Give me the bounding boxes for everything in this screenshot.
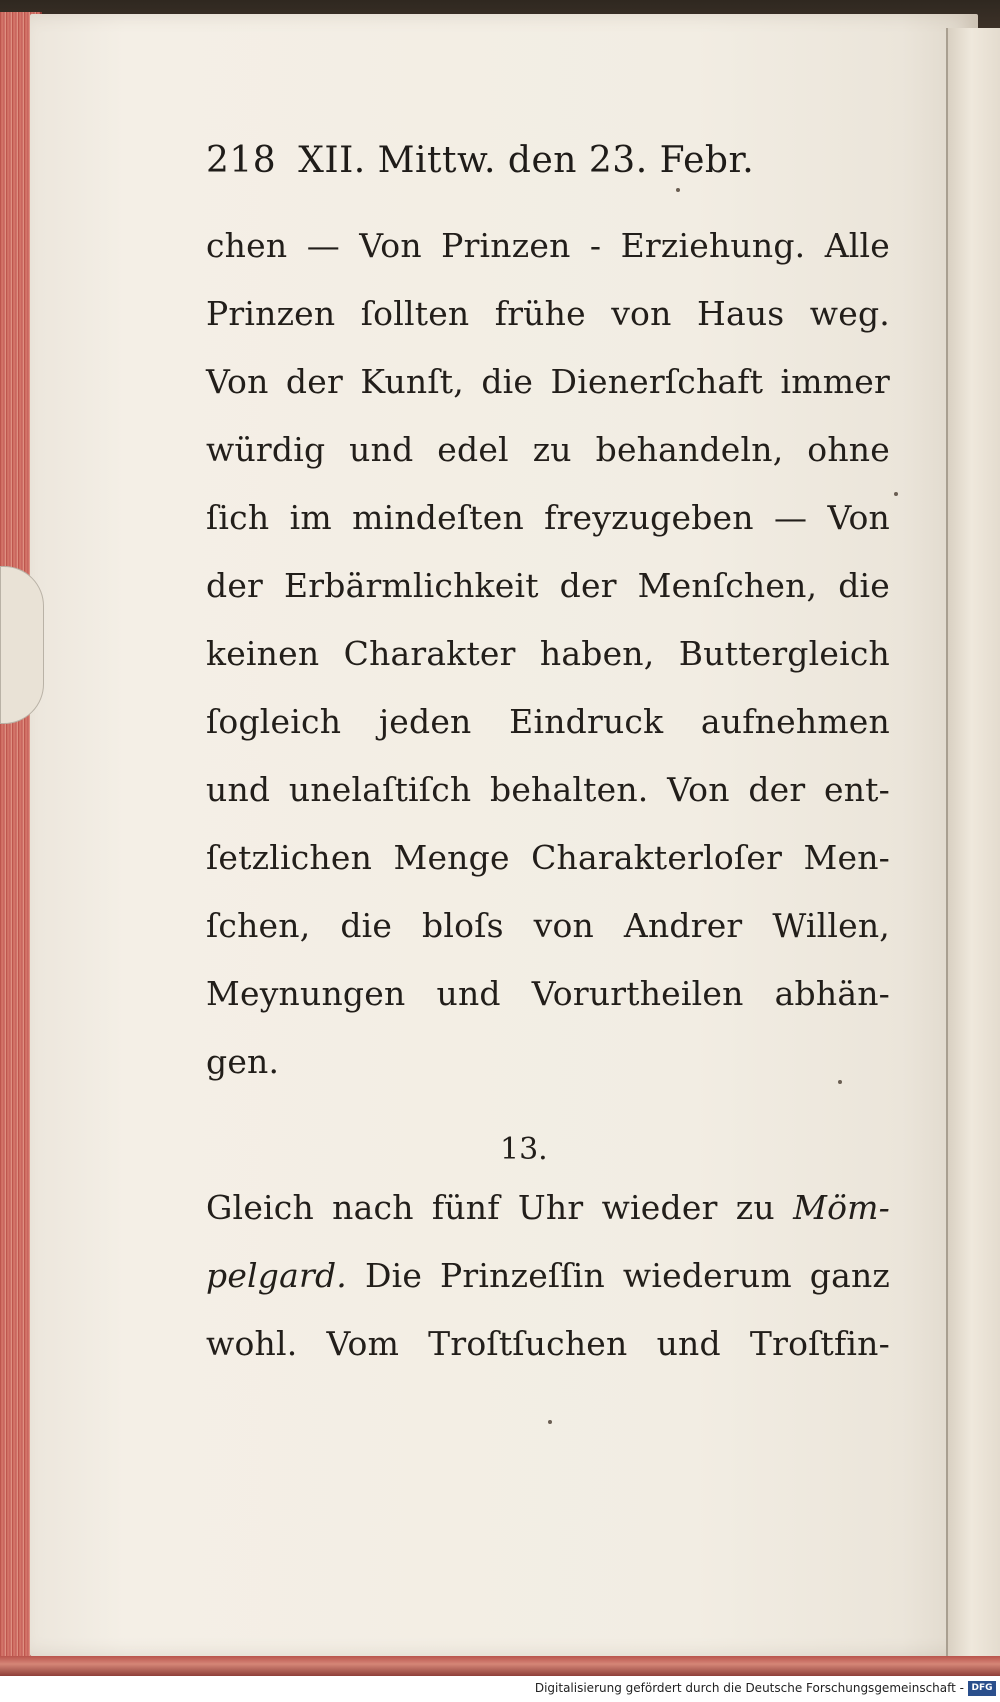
ink-speck <box>894 492 898 496</box>
text-line: Prinzen ſollten frühe von Haus weg. <box>206 294 890 333</box>
text-line: und unelaſtiſch behalten. Von der ent- <box>206 770 890 809</box>
text-line: chen — Von Prinzen - Erziehung. Alle <box>206 226 890 265</box>
text-line: wohl. Vom Troſtſuchen und Troſtfin- <box>206 1324 890 1363</box>
section-number: 13. <box>500 1132 548 1167</box>
page-number: 218 <box>206 140 277 181</box>
text-line: keinen Charakter haben, Buttergleich <box>206 634 890 673</box>
text-line <box>206 1256 890 1295</box>
text-line: würdig und edel zu behandeln, ohne <box>206 430 890 469</box>
text-line: Von der Kunſt, die Dienerſchaft immer <box>206 362 890 401</box>
place-name: pelgard. <box>206 1256 347 1295</box>
text-line: der Erbärmlichkeit der Menſchen, die <box>206 566 890 605</box>
ink-speck <box>548 1420 552 1424</box>
running-header <box>206 140 754 181</box>
ink-speck <box>838 1080 842 1084</box>
text-line: ſich im mindeſten freyzugeben — Von <box>206 498 890 537</box>
footer-credit: Digitalisierung gefördert durch die Deutsche Forschungsgemeinschaft - <box>534 1681 964 1695</box>
text-line: ſogleich jeden Eindruck aufnehmen <box>206 702 890 741</box>
text-fragment: Die Prinzeſſin wiederum ganz <box>347 1256 890 1295</box>
text-line: ſchen, die bloſs von Andrer Willen, <box>206 906 890 945</box>
ink-speck <box>676 188 680 192</box>
page-notch <box>0 566 44 724</box>
text-line: gen. <box>206 1042 280 1081</box>
page-edges-bottom <box>0 1656 1000 1676</box>
running-title: XII. Mittw. den 23. Febr. <box>298 140 755 181</box>
footer-bar <box>0 1676 1000 1702</box>
text-line: Meynungen und Vorurtheilen abhän- <box>206 974 890 1013</box>
dfg-logo: DFG <box>968 1681 996 1696</box>
text-line: ſetzlichen Menge Charakterloſer Men- <box>206 838 890 877</box>
text-line <box>206 1188 890 1227</box>
next-page-edge <box>946 28 1000 1656</box>
text-fragment: Gleich nach fünf Uhr wieder zu <box>206 1188 794 1227</box>
place-name: Möm- <box>793 1188 890 1227</box>
